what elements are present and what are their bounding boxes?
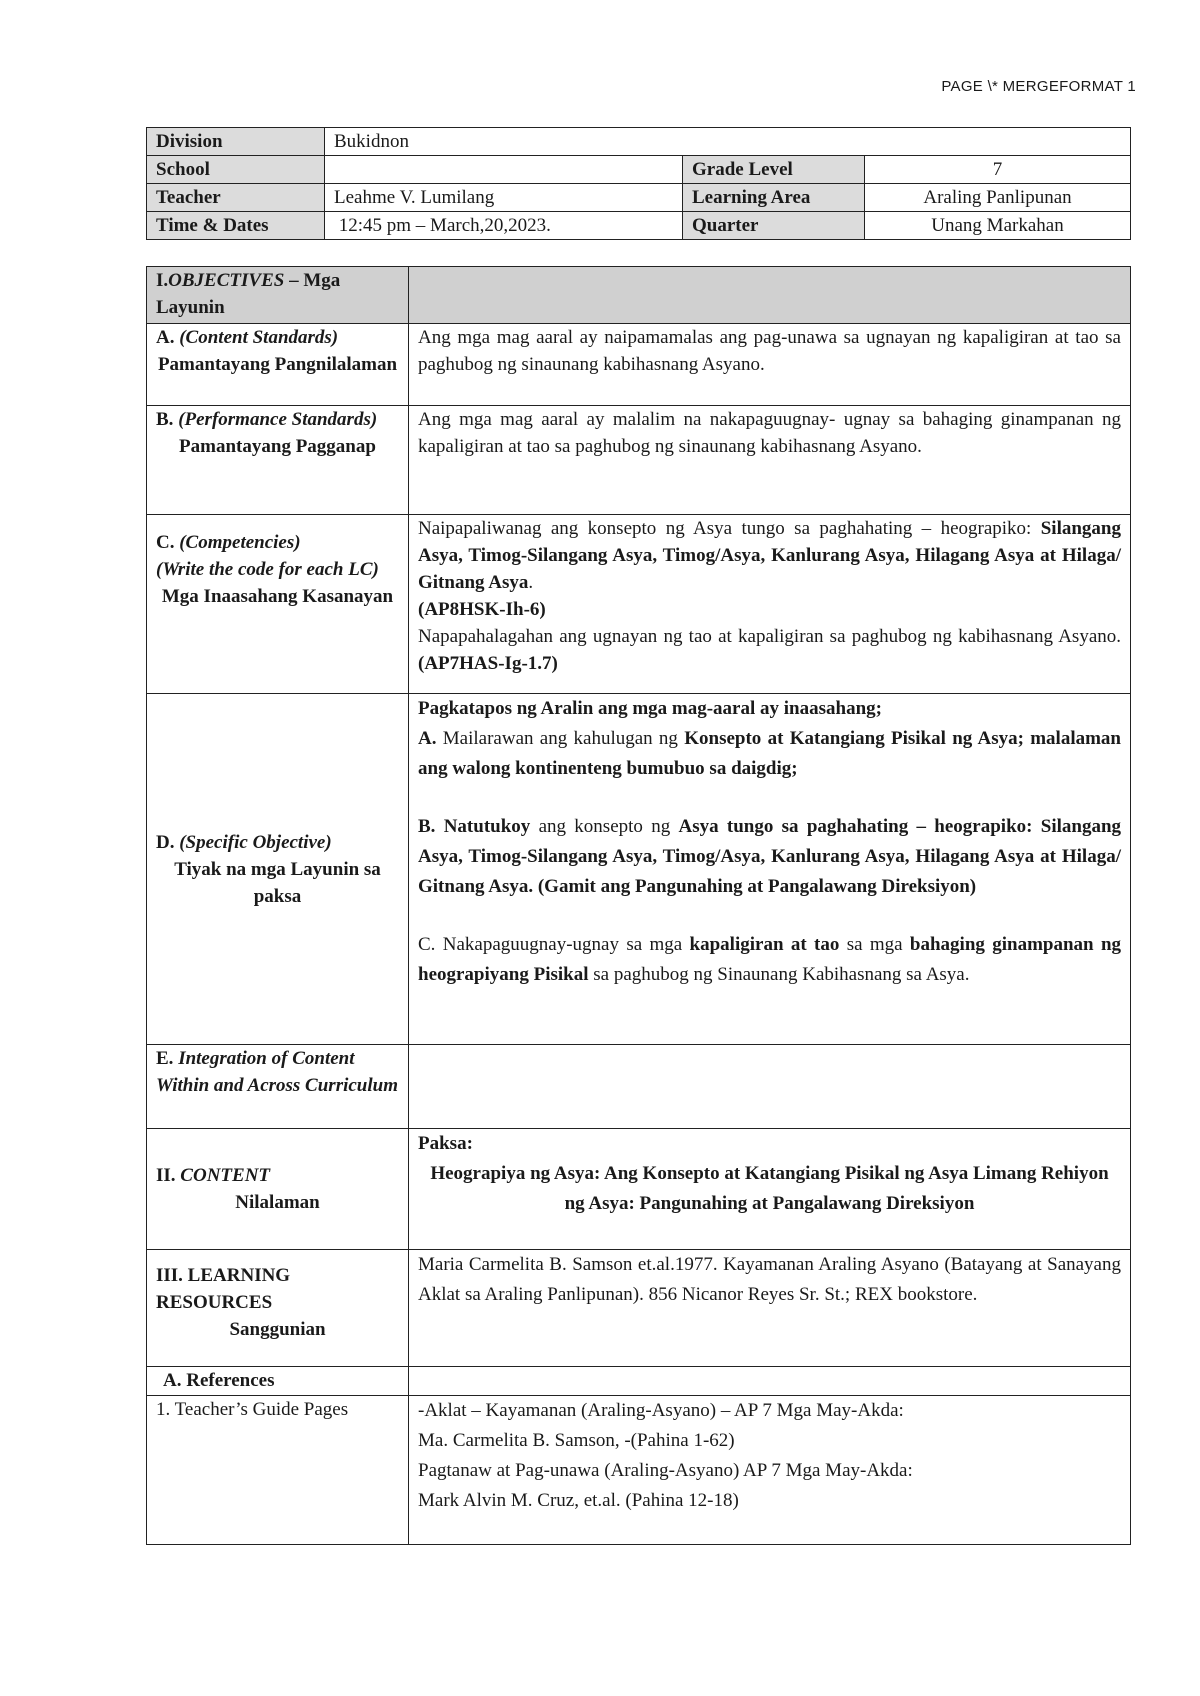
time-value: 12:45 pm – March,20,2023.: [325, 212, 683, 240]
time-label: Time & Dates: [147, 212, 325, 240]
teachers-guide-text: -Aklat – Kayamanan (Araling-Asyano) – AP 7 Mga May-Akda: Ma. Carmelita B. Samson, -(Pahina 1-62) Pagtanaw at Pag-unawa (Araling-Asyano) AP 7 Mga May-Akda: Mark Alvin M. Cruz, et.al. (Pahina 12-18): [409, 1396, 1131, 1545]
specific-objective-row: [147, 694, 1131, 1045]
performance-standards-label: B. (Performance Standards) Pamantayang Pagganap: [147, 406, 409, 515]
learning-resources-label: III. LEARNING RESOURCES Sanggunian: [147, 1250, 409, 1367]
quarter-label: Quarter: [683, 212, 865, 240]
integration-row: [147, 1045, 1131, 1129]
competency-code-2: (AP7HAS-Ig-1.7): [418, 653, 558, 674]
competencies-text: Naipapaliwanag ang konsepto ng Asya tungo sa paghahating – heograpiko: Silangang Asya, Timog-Silangang Asya, Timog/Asya, Kanlurang Asya, Hilagang Asya at Hilaga/ Gitnang Asya. (AP8HSK-Ih-6) Napapahalagahan ang ugnayan ng tao at kapaligiran sa paghubog ng kabihasnang Asyano. (AP7HAS-Ig-1.7): [409, 515, 1131, 694]
info-table: [146, 127, 1131, 240]
school-label: School: [147, 156, 325, 184]
references-blank: [409, 1367, 1131, 1396]
learning-resources-text: Maria Carmelita B. Samson et.al.1977. Kayamanan Araling Asyano (Batayang at Sanayang Aklat sa Araling Panlipunan). 856 Nicanor Reyes Sr. St.; REX bookstore.: [409, 1250, 1131, 1367]
teachers-guide-label: 1. Teacher’s Guide Pages: [147, 1396, 409, 1545]
performance-standards-row: [147, 406, 1131, 515]
lesson-plan-table: [146, 266, 1131, 1545]
references-row: [147, 1367, 1131, 1396]
school-row: [147, 156, 1131, 184]
competencies-row: [147, 515, 1131, 694]
references-label: A. References: [147, 1367, 409, 1396]
teacher-label: Teacher: [147, 184, 325, 212]
time-row: [147, 212, 1131, 240]
teachers-guide-row: [147, 1396, 1131, 1545]
grade-level-label: Grade Level: [683, 156, 865, 184]
objectives-header-blank: [409, 267, 1131, 324]
specific-objective-label: D. (Specific Objective) Tiyak na mga Layunin sa paksa: [147, 694, 409, 1045]
content-row: [147, 1129, 1131, 1250]
performance-standards-text: Ang mga mag aaral ay malalim na nakapaguugnay- ugnay sa bahaging ginampanan ng kapaligiran at tao sa paghubog ng sinaunang kabihasnang Asyano.: [409, 406, 1131, 515]
competency-code-1: (AP8HSK-Ih-6): [418, 599, 546, 620]
division-row: [147, 128, 1131, 156]
learning-area-value: Araling Panlipunan: [865, 184, 1131, 212]
content-label: II. CONTENT Nilalaman: [147, 1129, 409, 1250]
page-number-field: PAGE \* MERGEFORMAT 1: [941, 78, 1136, 95]
quarter-value: Unang Markahan: [865, 212, 1131, 240]
integration-blank: [409, 1045, 1131, 1129]
competencies-label: C. (Competencies) (Write the code for each LC) Mga Inaasahang Kasanayan: [147, 515, 409, 694]
objectives-heading: I.OBJECTIVES – Mga Layunin: [147, 267, 409, 324]
integration-label: E. Integration of Content Within and Across Curriculum: [147, 1045, 409, 1129]
division-value: Bukidnon: [325, 128, 1131, 156]
content-standards-row: [147, 324, 1131, 406]
learning-resources-row: [147, 1250, 1131, 1367]
learning-area-label: Learning Area: [683, 184, 865, 212]
content-standards-label: A. (Content Standards) Pamantayang Pangnilalaman: [147, 324, 409, 406]
teacher-value: Leahme V. Lumilang: [325, 184, 683, 212]
content-topic-cell: Paksa: Heograpiya ng Asya: Ang Konsepto at Katangiang Pisikal ng Asya Limang Rehiyon ng Asya: Pangunahing at Pangalawang Direksiyon: [409, 1129, 1131, 1250]
division-label: Division: [147, 128, 325, 156]
school-value: [325, 156, 683, 184]
objectives-header-row: [147, 267, 1131, 324]
grade-level-value: 7: [865, 156, 1131, 184]
specific-objective-text: Pagkatapos ng Aralin ang mga mag-aaral ay inaasahang; A. Mailarawan ang kahulugan ng Konsepto at Katangiang Pisikal ng Asya; malalaman ang walong kontinenteng bumubuo sa daigdig; B. Natutukoy ang konsepto ng Asya tungo sa paghahating – heograpiko: Silangang Asya, Timog-Silangang Asya, Timog/Asya, Kanlurang Asya, Hilagang Asya at Hilaga/ Gitnang Asya. (Gamit ang Pangunahing at Pangalawang Direksiyon) C. Nakapaguugnay-ugnay sa mga kapaligiran at tao sa mga bahaging ginampanan ng heograpiyang Pisikal sa paghubog ng Sinaunang Kabihasnang sa Asya.: [409, 694, 1131, 1045]
content-standards-text: Ang mga mag aaral ay naipamamalas ang pag-unawa sa ugnayan ng kapaligiran at tao sa paghubog ng sinaunang kabihasnang Asyano.: [409, 324, 1131, 406]
content-topic: Heograpiya ng Asya: Ang Konsepto at Katangiang Pisikal ng Asya Limang Rehiyon ng Asya: Pangunahing at Pangalawang Direksiyon: [430, 1163, 1109, 1214]
teacher-row: [147, 184, 1131, 212]
